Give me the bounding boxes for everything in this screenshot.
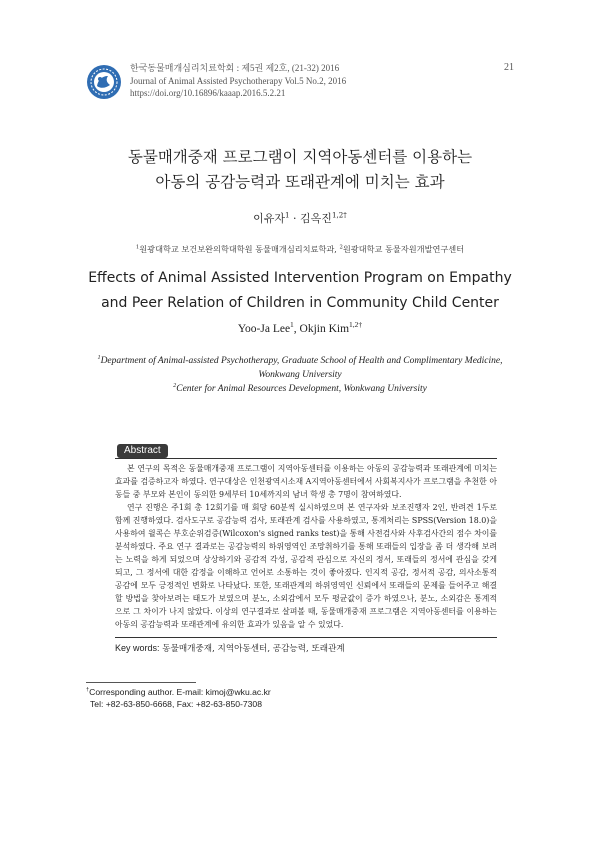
corresponding-author: Corresponding author. E-mail: kimoj@wku.ac.kr [89,687,271,697]
affil2-english-sup: 2 [173,382,177,389]
title-english-line2: and Peer Relation of Children in Community Child Center [101,295,499,311]
keywords-divider [115,637,497,638]
author2-english-sup: 1,2† [349,320,363,330]
affil2-korean: 원광대학교 동물자원개발연구센터 [342,244,465,254]
page-number: 21 [504,62,514,73]
abstract-label: Abstract [117,444,168,458]
affil1-korean-sup: 1 [135,244,140,251]
footnote-divider [86,682,196,683]
title-english [40,266,560,316]
footnote [86,686,486,710]
title-korean-line2: 아동의 공감능력과 또래관계에 미치는 효과 [155,173,445,191]
footnote-dagger: † [86,687,90,694]
affil1-english: Department of Animal-assisted Psychotherapy, Graduate School of Health and Complimentary Medicine, Wonkwang University [100,356,503,380]
authors-korean [60,210,540,226]
affil2-korean-sup: 2 [339,244,343,251]
author1-english: Yoo-Ja Lee [237,323,291,335]
journal-name-ko: 한국동물매개심리치료학회 : 제5권 제2호, (21-32) 2016 [130,63,340,73]
title-english-line1: Effects of Animal Assisted Intervention Program on Empathy [88,270,512,286]
affil2-english: Center for Animal Resources Development, Wonkwang University [176,384,427,394]
keywords-list: 동물매개중재, 지역아동센터, 공감능력, 또래관계 [159,644,345,654]
abstract-body [115,462,497,631]
affiliation-korean [60,244,540,255]
affil2-english-block [80,382,520,396]
journal-name-en: Journal of Animal Assisted Psychotherapy Vol.5 No.2, 2016 [130,75,347,86]
author2-english: Okjin Kim [299,323,350,335]
journal-logo-icon [86,64,122,100]
contact-phone-fax: Tel: +82-63-850-6668, Fax: +82-63-850-7308 [90,699,262,709]
title-korean [60,145,540,195]
doi-link[interactable]: https://doi.org/10.16896/kaaap.2016.5.2.21 [130,88,286,98]
keywords-line [115,642,497,654]
author-separator-english: , [293,323,300,335]
author1-english-sup: 1 [290,320,294,330]
abstract-paragraph-2: 연구 진행은 주1회 총 12회기를 매 회당 60분씩 실시하였으며 본 연구자와 보조진행자 2인, 반려견 1두로 함께 진행하였다. 검사도구로 공감능력 검사, 또래관계 검사를 사용하였고, 통계처리는 SPSS(Version 18.0)을 사용하여 윌콕슨 부호순위검증(Wilcoxon's signed ranks test)을 통해 사전검사와 사후검사간의 점수 차이를 분석하였다. 주요 연구 결과로는 공감능력의 하위영역인 조망취하기를 통해 또래들의 입장을 좀 더 생각해 보려는 노력을 하게 되었으며 상상하기와 공감적 각성, 공감적 관심으로 자신의 정서, 또래들의 정서에 관심을 갖게 되고, 그 정서에 대한 감정을 이해하고 언어로 소통하는 것이 좋아졌다. 인지적 공감, 정서적 공감, 의사소통적 공감에 모두 긍정적인 변화로 나타났다. 또한, 또래관계의 하위영역인 신뢰에서 또래들의 문제를 들어주고 해결할 방법을 찾아보려는 태도가 보였으며 분노, 소외감에서 모두 평균값이 증가 하였으나, 분노, 소외감은 통계적으로 그 차이가 나지 않았다. 이상의 연구결과로 살펴볼 때, 동물매개중재 프로그램은 지역아동센터를 이용하는 아동의 공감능력과 또래관계에 유의한 효과가 있음을 알 수 있었다. [115,503,497,629]
affil1-english-block [80,354,520,382]
author1-korean-sup: 1 [285,210,290,220]
abstract-section [115,438,497,654]
author2-korean-sup: 1,2† [331,210,347,220]
abstract-paragraph-1: 본 연구의 목적은 동물매개중재 프로그램이 지역아동센터를 이용하는 아동의 공감능력과 또래관계에 미치는 효과를 검증하고자 하였다. 연구대상은 인천광역시소재 A지역아동센터에서 사회복지사가 프로그램을 추천한 아동들 중 부모와 본인이 동의한 9세부터 10세까지의 남녀 학생 총 7명이 참여하였다. [115,464,497,499]
corresponding-author-line [86,686,486,698]
author-separator-korean: · [289,212,301,225]
affil1-english-sup: 1 [97,354,101,361]
keywords-label: Key words: [115,643,160,653]
affiliation-english [80,354,520,396]
affil1-korean: 원광대학교 보건보완의학대학원 동물매개심리치료학과, [139,244,340,254]
abstract-top-divider [115,458,497,459]
authors-english [60,320,540,335]
author2-korean: 김옥진 [300,212,332,225]
author1-korean: 이유자 [253,212,285,225]
title-korean-line1: 동물매개중재 프로그램이 지역아동센터를 이용하는 [127,148,473,166]
